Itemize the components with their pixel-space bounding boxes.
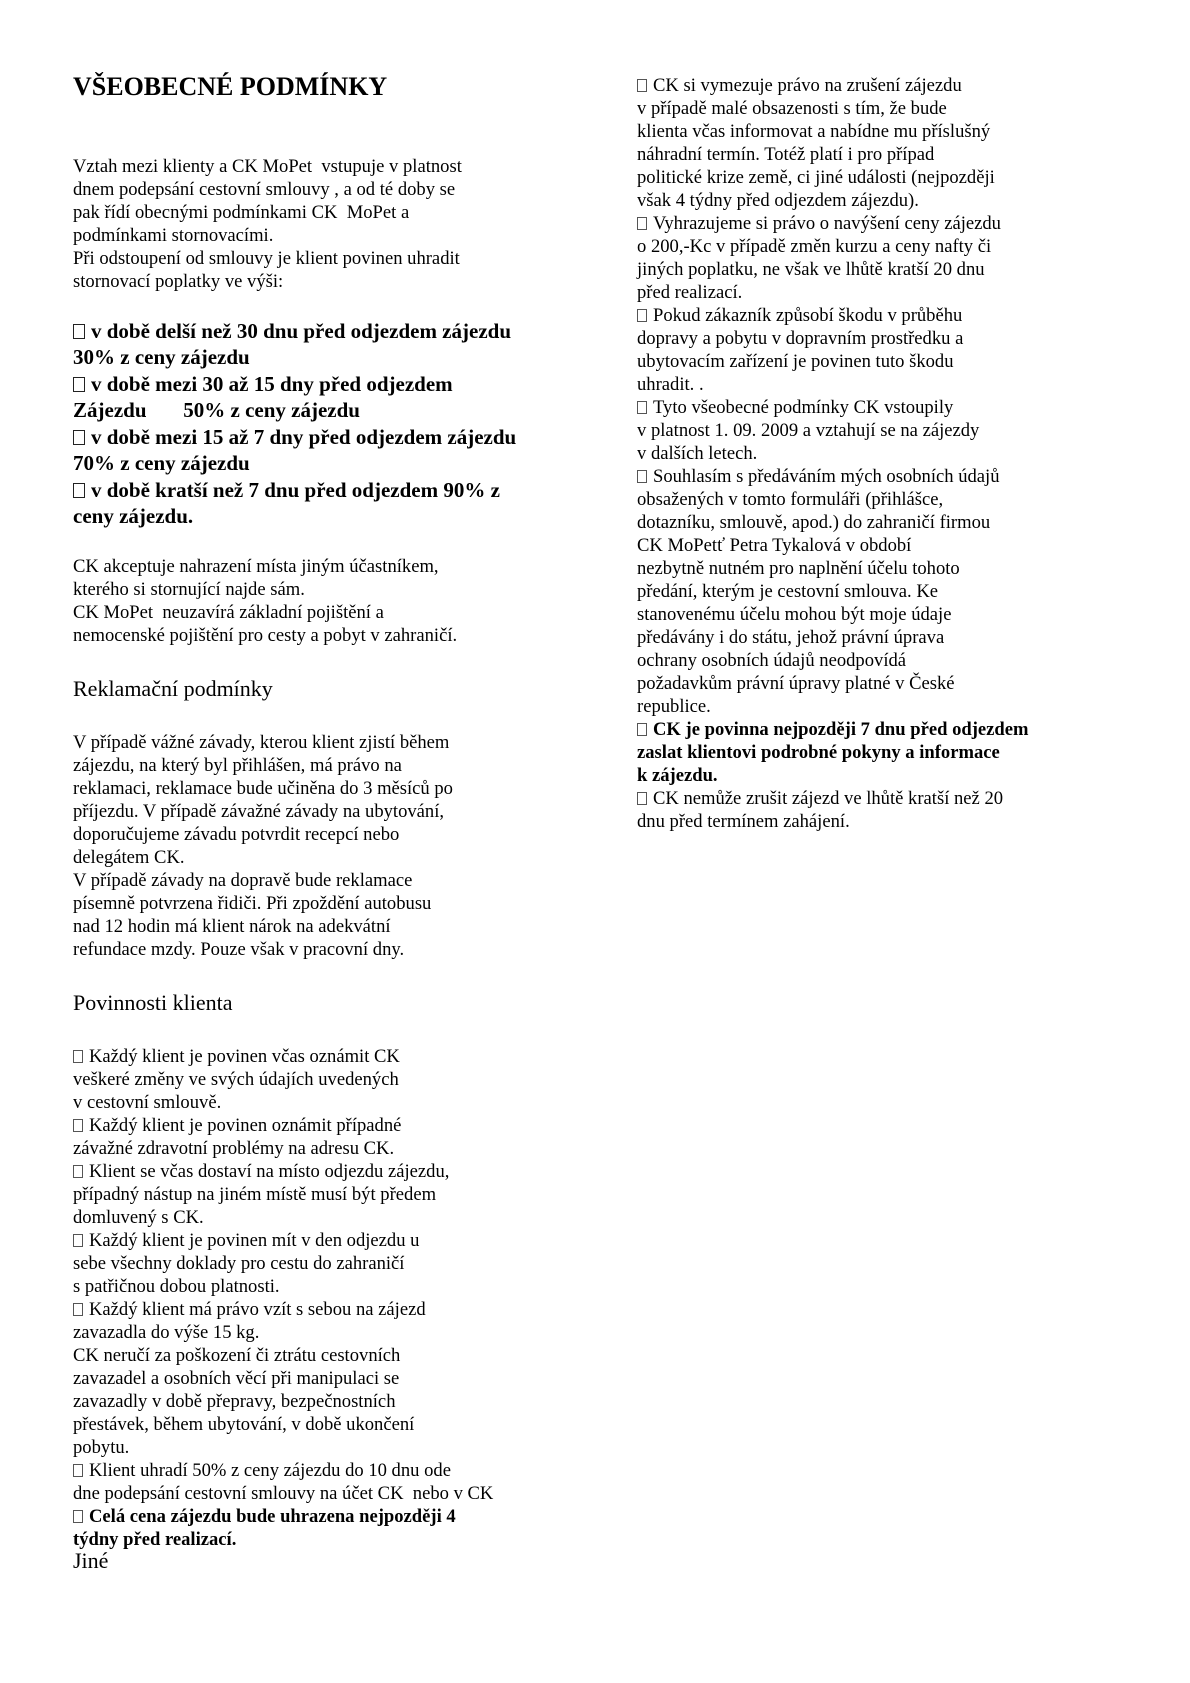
list-item <box>637 304 962 328</box>
text-line: v dalších letech. <box>637 443 758 464</box>
text-line: V případě závady na dopravě bude reklamace <box>73 870 413 891</box>
storno-text: Zájezdu 50% z ceny zájezdu <box>73 398 360 422</box>
text-line: veškeré změny ve svých údajích uvedených <box>73 1069 399 1090</box>
text-line: domluvený s CK. <box>73 1207 204 1228</box>
text-line: CK MoPet neuzavírá základní pojištění a <box>73 602 384 623</box>
text-line: stanovenému účelu mohou být moje údaje <box>637 604 952 625</box>
text-line: ochrany osobních údajů neodpovídá <box>637 650 907 671</box>
text-line: nad 12 hodin má klient nárok na adekvátní <box>73 916 391 937</box>
text-line: Každý klient má právo vzít s sebou na zájezd <box>89 1299 426 1320</box>
list-item <box>73 1505 456 1529</box>
text-line: obsažených v tomto formuláři (přihlášce, <box>637 489 944 510</box>
list-item <box>637 74 962 98</box>
bullet-icon <box>637 723 647 736</box>
section-heading-jine: Jiné <box>73 1548 109 1573</box>
text-line: zájezdu, na který byl přihlášen, má právo na <box>73 755 402 776</box>
section-heading-reklamace: Reklamační podmínky <box>73 676 273 701</box>
bullet-icon <box>73 483 85 498</box>
list-item <box>73 1298 426 1322</box>
list-item <box>637 465 1000 489</box>
text-line: předávány i do státu, jehož právní úprava <box>637 627 945 648</box>
text-line: písemně potvrzena řidiči. Při zpoždění autobusu <box>73 893 432 914</box>
text-line: Každý klient je povinen mít v den odjezdu u <box>89 1230 420 1251</box>
text-line: CK akceptuje nahrazení místa jiným účastníkem, <box>73 556 439 577</box>
text-line: týdny před realizací. <box>73 1529 237 1550</box>
list-item <box>637 396 953 420</box>
text-line: případný nástup na jiném místě musí být předem <box>73 1184 437 1205</box>
storno-text: v době mezi 30 až 15 dny před odjezdem <box>91 372 453 396</box>
bullet-icon <box>637 309 647 322</box>
text-line: Klient uhradí 50% z ceny zájezdu do 10 dnu ode <box>89 1460 451 1481</box>
text-line: Každý klient je povinen oznámit případné <box>89 1115 402 1136</box>
text-line: Každý klient je povinen včas oznámit CK <box>89 1046 400 1067</box>
storno-item <box>73 318 511 344</box>
text-line: V případě vážné závady, kterou klient zjistí během <box>73 732 450 753</box>
text-line: politické krize země, ci jiné události (nejpozději <box>637 167 995 188</box>
text-line: příjezdu. V případě závažné závady na ubytování, <box>73 801 445 822</box>
text-line: delegátem CK. <box>73 847 185 868</box>
text-line: Celá cena zájezdu bude uhrazena nejpozději 4 <box>89 1506 456 1527</box>
bullet-icon <box>637 470 647 483</box>
storno-text: v době delší než 30 dnu před odjezdem zájezdu <box>91 319 511 343</box>
intro-line: stornovací poplatky ve výši: <box>73 271 284 292</box>
intro-line: Při odstoupení od smlouvy je klient povinen uhradit <box>73 248 460 269</box>
text-line: však 4 týdny před odjezdem zájezdu). <box>637 190 919 211</box>
text-line: zavazadel a osobních věcí při manipulaci se <box>73 1368 400 1389</box>
text-line: zavazadla do výše 15 kg. <box>73 1322 260 1343</box>
bullet-icon <box>637 79 647 92</box>
text-line: dotazníku, smlouvě, apod.) do zahraničí firmou <box>637 512 991 533</box>
storno-item <box>73 477 500 503</box>
bullet-icon <box>73 430 85 445</box>
bullet-icon <box>73 324 85 339</box>
text-line: CK je povinna nejpozději 7 dnu před odjezdem <box>653 719 1029 740</box>
text-line: v případě malé obsazenosti s tím, že bude <box>637 98 947 119</box>
text-line: závažné zdravotní problémy na adresu CK. <box>73 1138 395 1159</box>
text-line: v platnost 1. 09. 2009 a vztahují se na zájezdy <box>637 420 980 441</box>
section-heading-povinnosti: Povinnosti klienta <box>73 990 233 1015</box>
text-line: dne podepsání cestovní smlouvy na účet CK nebo v CK <box>73 1483 494 1504</box>
text-line: o 200,-Kc v případě změn kurzu a ceny nafty či <box>637 236 992 257</box>
text-line: předání, kterým je cestovní smlouva. Ke <box>637 581 939 602</box>
list-item <box>73 1229 419 1253</box>
text-line: náhradní termín. Totéž platí i pro případ <box>637 144 935 165</box>
text-line: dnu před termínem zahájení. <box>637 811 850 832</box>
text-line: jiných poplatku, ne však ve lhůtě kratší 20 dnu <box>637 259 985 280</box>
bullet-icon <box>637 792 647 805</box>
bullet-icon <box>73 1119 83 1132</box>
text-line: Tyto všeobecné podmínky CK vstoupily <box>653 397 954 418</box>
list-item <box>637 787 1003 811</box>
text-line: CK neručí za poškození či ztrátu cestovních <box>73 1345 401 1366</box>
storno-item <box>73 424 516 450</box>
list-item <box>73 1160 449 1184</box>
text-line: ubytovacím zařízení je povinen tuto škodu <box>637 351 954 372</box>
intro-line: dnem podepsání cestovní smlouvy , a od té doby se <box>73 179 456 200</box>
bullet-icon <box>73 1165 83 1178</box>
text-line: Vyhrazujeme si právo o navýšení ceny zájezdu <box>653 213 1001 234</box>
storno-text: v době mezi 15 až 7 dny před odjezdem zájezdu <box>91 425 517 449</box>
text-line: Pokud zákazník způsobí škodu v průběhu <box>653 305 963 326</box>
text-line: před realizací. <box>637 282 743 303</box>
bullet-icon <box>73 1510 83 1523</box>
text-line: uhradit. . <box>637 374 704 395</box>
text-line: zavazadly v době přepravy, bezpečnostních <box>73 1391 396 1412</box>
text-line: pobytu. <box>73 1437 130 1458</box>
intro-line: podmínkami stornovacími. <box>73 225 274 246</box>
text-line: dopravy a pobytu v dopravním prostředku a <box>637 328 964 349</box>
text-line: kterého si stornující najde sám. <box>73 579 305 600</box>
list-item <box>73 1459 451 1483</box>
text-line: klienta včas informovat a nabídne mu příslušný <box>637 121 991 142</box>
text-line: nemocenské pojištění pro cesty a pobyt v zahraničí. <box>73 625 458 646</box>
text-line: CK si vymezuje právo na zrušení zájezdu <box>653 75 962 96</box>
list-item <box>73 1114 401 1138</box>
text-line: nezbytně nutném pro naplnění účelu tohoto <box>637 558 960 579</box>
text-line: k zájezdu. <box>637 765 718 786</box>
bullet-icon <box>73 377 85 392</box>
list-item <box>73 1045 400 1069</box>
bullet-icon <box>73 1303 83 1316</box>
bullet-icon <box>73 1464 83 1477</box>
text-line: sebe všechny doklady pro cestu do zahraničí <box>73 1253 405 1274</box>
list-item <box>637 212 1001 236</box>
text-line: zaslat klientovi podrobné pokyny a informace <box>637 742 1000 763</box>
bullet-icon <box>637 217 647 230</box>
intro-line: Vztah mezi klienty a CK MoPet vstupuje v platnost <box>73 156 462 177</box>
text-line: Klient se včas dostaví na místo odjezdu zájezdu, <box>89 1161 450 1182</box>
list-item <box>637 718 1029 742</box>
storno-text: 30% z ceny zájezdu <box>73 345 250 369</box>
text-line: refundace mzdy. Pouze však v pracovní dny. <box>73 939 405 960</box>
text-line: s patřičnou dobou platnosti. <box>73 1276 280 1297</box>
storno-item <box>73 371 453 397</box>
text-line: CK nemůže zrušit zájezd ve lhůtě kratší než 20 <box>653 788 1004 809</box>
text-line: Souhlasím s předáváním mých osobních údajů <box>653 466 1000 487</box>
storno-text: v době kratší než 7 dnu před odjezdem 90% z <box>91 478 500 502</box>
text-line: přestávek, během ubytování, v době ukončení <box>73 1414 415 1435</box>
text-line: republice. <box>637 696 711 717</box>
bullet-icon <box>73 1050 83 1063</box>
page-title: VŠEOBECNÉ PODMÍNKY <box>73 72 388 101</box>
bullet-icon <box>73 1234 83 1247</box>
storno-text: ceny zájezdu. <box>73 504 194 528</box>
text-line: v cestovní smlouvě. <box>73 1092 222 1113</box>
intro-line: pak řídí obecnými podmínkami CK MoPet a <box>73 202 410 223</box>
storno-text: 70% z ceny zájezdu <box>73 451 250 475</box>
bullet-icon <box>637 401 647 414</box>
text-line: doporučujeme závadu potvrdit recepcí nebo <box>73 824 400 845</box>
text-line: požadavkům právní úpravy platné v České <box>637 673 955 694</box>
text-line: reklamaci, reklamace bude učiněna do 3 měsíců po <box>73 778 453 799</box>
text-line: CK MoPetť Petra Tykalová v období <box>637 535 912 556</box>
